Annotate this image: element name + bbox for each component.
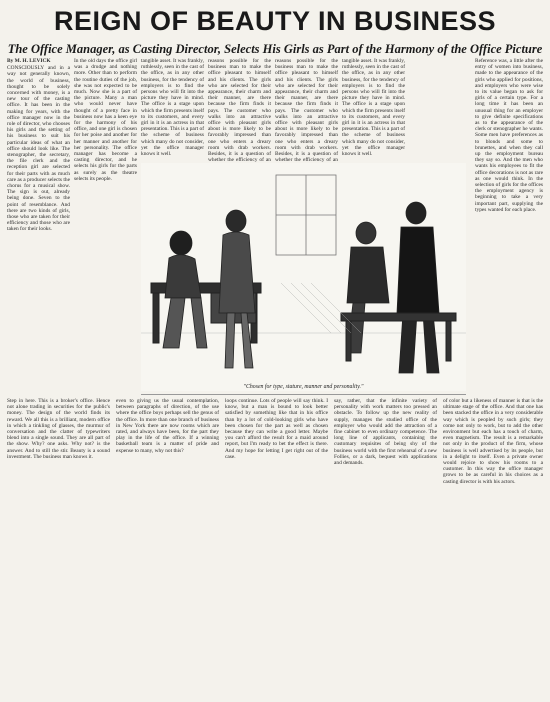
column-7 [116,398,219,508]
headline: REIGN OF BEAUTY IN BUSINESS [53,6,497,36]
column-6-text: Step in here. This is a broker's office. Hence not alone trading in securities for the public's money. The design of the world finds its reward. We all this is a brilliant, modern office in which a tinkling of glasses, the murmur of conversation and the clatter of typewriters blend into a single sound. They are all part of the show. Why? one asks. Why not? is the answer. And to still the stir. Beauty is a sound investment. The business man knows it. [7,398,110,460]
subhead: The Office Manager, as Casting Director, Selects His Girls as Part of the Harmony of the Office Picture [7,42,543,56]
column-10 [443,398,543,698]
column-9-text: say, rather, that the infinite variety of personality with work matters too pressed an obstacle. To follow up the new reality of supply, manages the studied office of the employer who would add the attraction of a fine cabinet to even ordinary competence. The long line of applicants, containing the customary requisites of being shy of the business world with the first rehearsal of a new Follies, or a dark, bequest with applications and demands. [334,398,437,467]
column-5-text: Reference was, a little after the entry of women into business, made to the appearance of the girls who applied for positions, and employers who were wise to its value began to ask for girls of a certain type. For a long time it has been an unusual thing for an employer to give definite specifications as to the appearance of the clerk or stenographer he wants. Some men have preferences as to blonds and some to brunettes, and when they call up the employment bureau they say so. And the men who wants his employees to fit the office decorations is not as rare as one would think. In the selection of girls for the offices the employment agency is beginning to take a very important part, supplying the types wanted for each place. [475,58,543,213]
standing-man [397,202,439,373]
office-illustration [141,163,466,391]
column-8 [225,398,328,508]
column-8-text: loops continue. Lots of people will say think. I know, but a man is bound to look better satisfied by something like that in his office than by a lot of cold-looking girls who have been chosen for the part as well as chosen because they can write a good letter. Maybe you can't afford the result for a maid around report, but I'm ready to bet the effect is there. And my hope for letting I get right out of the case. [225,398,328,460]
standing-woman [219,210,255,368]
office-scene-drawing [141,163,466,391]
column-4-text: reasons possible for the business man to make the office pleasant to himself and his clients. The girls who are selected for their appearance, their charm and their manner, are there because the firm finds it pays. The customer who walks into an attractive office with pleasant girls about is more likely to be favorably impressed than one who enters a dreary room with drab workers. Besides, it is a question of whether the efficiency of an [208,58,271,164]
column-10-text: of color but a likeness of manner is that is the ultimate stage of the office. And that one has been stacked the office in a very considerable way which is peopled by such girls; they come not only to work, but to add the other environment but each has a touch of charm, even magnetism. The result is a remarkable not only in the product of the firm, whose business is well advertised by its people, but in a delight to itself. Even a private owner would rejoice to show his rooms to a customer. In this way the office manager grows to be as careful in his choices as a casting director is with his actors. [443,398,543,485]
column-2-text: In the old days the office girl was a drudge and nothing more. Other than to perform the routine duties of the job, she was not expected to be much. Now she is a part of the picture. Many a man who would never have thought of a pretty face in business now has a keen eye for the harmony of his office, and one girl is chosen for her poise and another for her manner and another for her personality. The office manager has become a casting director, and he selects his girls for the parts as surely as the theatre selects its people. [74,58,137,182]
column-1 [7,58,70,388]
column-9 [334,398,437,698]
column-4 [208,58,271,164]
column-7-text: even to giving us the usual contemplation, between paragraphs of direction, of the use where the office boys perhaps sell the genus of the office. In more than one branch of business in New York there are now rooms which are rated, and always have been, for the part they play in the life of the office. If a winning basketball team is a matter of pride and expense to many, why not this? [116,398,219,454]
column-6 [7,398,110,698]
column-4b [275,58,338,164]
illustration-caption: "Chosen for type, stature, manner and personality." [243,384,364,390]
column-1-text: CONSCIOUSLY and in a way not generally known, the world of business, thought to be solely concerned with money, is a new tour of the casting office. It has been in the making for years, with the office manager now in the role of director, who chooses his girls and the setting of his business to suit his particular ideas of what an office should look like. The stenographer, the secretary, the file clerk and the reception girl are selected for their parts with as much care as a producer selects the chorus for a musical show. The sign is out, already being done. Seven to the point of resemblance. And there are two kinds of girls, those who are taken for their efficiency and those who are taken for their looks. [7,65,70,233]
window [276,175,336,255]
column-4c [342,58,405,158]
byline: By M. H. LEVICK [7,58,51,64]
column-3-text: tangible asset. It was frankly, ruthlessly, seen in the cast of the office, as in any other business, for the tendency of employers is to find the persons who will fit into the picture they have in mind. The office is a stage upon which the firm presents itself to its customers, and every girl in it is an actress in that presentation. This is a part of the scheme of business which many do not consider, yet the office manager knows it well. [141,58,204,158]
column-4b-text: reasons possible for the business man to make the office pleasant to himself and his clients. The girls who are selected for their appearance, their charm and their manner, are there because the firm finds it pays. The customer who walks into an attractive office with pleasant girls about is more likely to be favorably impressed than one who enters a dreary room with drab workers. Besides, it is a question of whether the efficiency of an [275,58,338,164]
column-5 [475,58,543,392]
column-2 [74,58,137,388]
column-4c-text: tangible asset. It was frankly, ruthlessly, seen in the cast of the office, as in any other business, for the tendency of employers is to find the persons who will fit into the picture they have in mind. The office is a stage upon which the firm presents itself to its customers, and every girl in it is an actress in that presentation. This is a part of the scheme of business which many do not consider, yet the office manager knows it well. [342,58,405,158]
divider-rule [141,394,466,395]
column-3 [141,58,204,158]
seated-man [347,222,389,353]
